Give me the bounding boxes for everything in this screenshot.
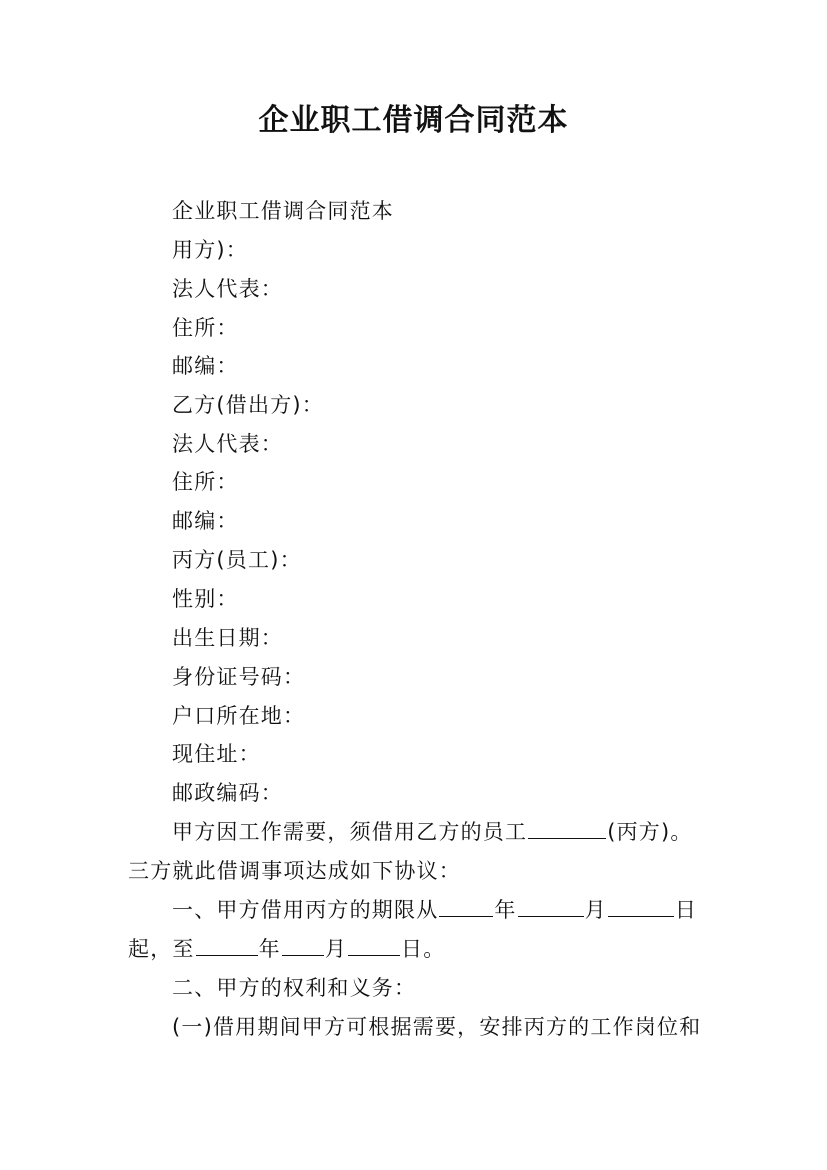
para2-line1 xyxy=(172,895,697,925)
document-title: 企业职工借调合同范本 xyxy=(258,103,569,138)
para2-line2 xyxy=(128,934,445,964)
start-month-blank xyxy=(518,897,584,917)
para2-text-month2: 月 xyxy=(324,937,348,961)
doc-line-address-a: 住所： xyxy=(172,316,239,340)
start-day-blank xyxy=(608,897,674,917)
doc-line-party-b: 乙方(借出方)： xyxy=(172,393,324,417)
para2-text-month: 月 xyxy=(584,898,607,922)
end-month-blank xyxy=(282,936,324,956)
para1-line1 xyxy=(172,817,693,847)
doc-line-current-address: 现住址： xyxy=(172,742,261,766)
para2-text-day: 日 xyxy=(674,898,698,922)
end-year-blank xyxy=(196,936,258,956)
para2-text-year: 年 xyxy=(494,898,517,922)
start-year-blank xyxy=(439,897,493,917)
doc-line-postcode-b: 邮编： xyxy=(172,509,239,533)
doc-line-legal-rep-a: 法人代表： xyxy=(172,277,283,301)
doc-line-legal-rep-b: 法人代表： xyxy=(172,432,283,456)
doc-line-birthdate: 出生日期： xyxy=(172,626,283,650)
doc-line-address-b: 住所： xyxy=(172,470,239,494)
para1-line2: 三方就此借调事项达成如下协议： xyxy=(128,859,461,883)
doc-line-party-c: 丙方(员工)： xyxy=(172,548,302,572)
doc-line-subtitle: 企业职工借调合同范本 xyxy=(172,199,394,223)
section-two-item-one: (一)借用期间甲方可根据需要，安排丙方的工作岗位和 xyxy=(172,1015,702,1039)
doc-line-hukou: 户口所在地： xyxy=(172,704,306,728)
doc-line-gender: 性别： xyxy=(172,587,239,611)
para2-text-a: 一、甲方借用丙方的期限从 xyxy=(172,898,439,922)
para2-text-year2: 年 xyxy=(258,937,281,961)
para1-text-b: (丙方)。 xyxy=(607,820,693,844)
section-two-heading: 二、甲方的权利和义务： xyxy=(172,976,417,1000)
doc-line-id-number: 身份证号码： xyxy=(172,665,306,689)
doc-line-postcode-a: 邮编： xyxy=(172,354,239,378)
doc-line-postal-code: 邮政编码： xyxy=(172,781,283,805)
para2-text-day2: 日。 xyxy=(401,937,446,961)
para2-text-until: 起，至 xyxy=(128,937,195,961)
employee-name-blank xyxy=(528,819,606,839)
doc-line-employer: 用方)： xyxy=(172,238,248,262)
end-day-blank xyxy=(348,936,400,956)
para1-text-a: 甲方因工作需要，须借用乙方的员工 xyxy=(172,820,528,844)
